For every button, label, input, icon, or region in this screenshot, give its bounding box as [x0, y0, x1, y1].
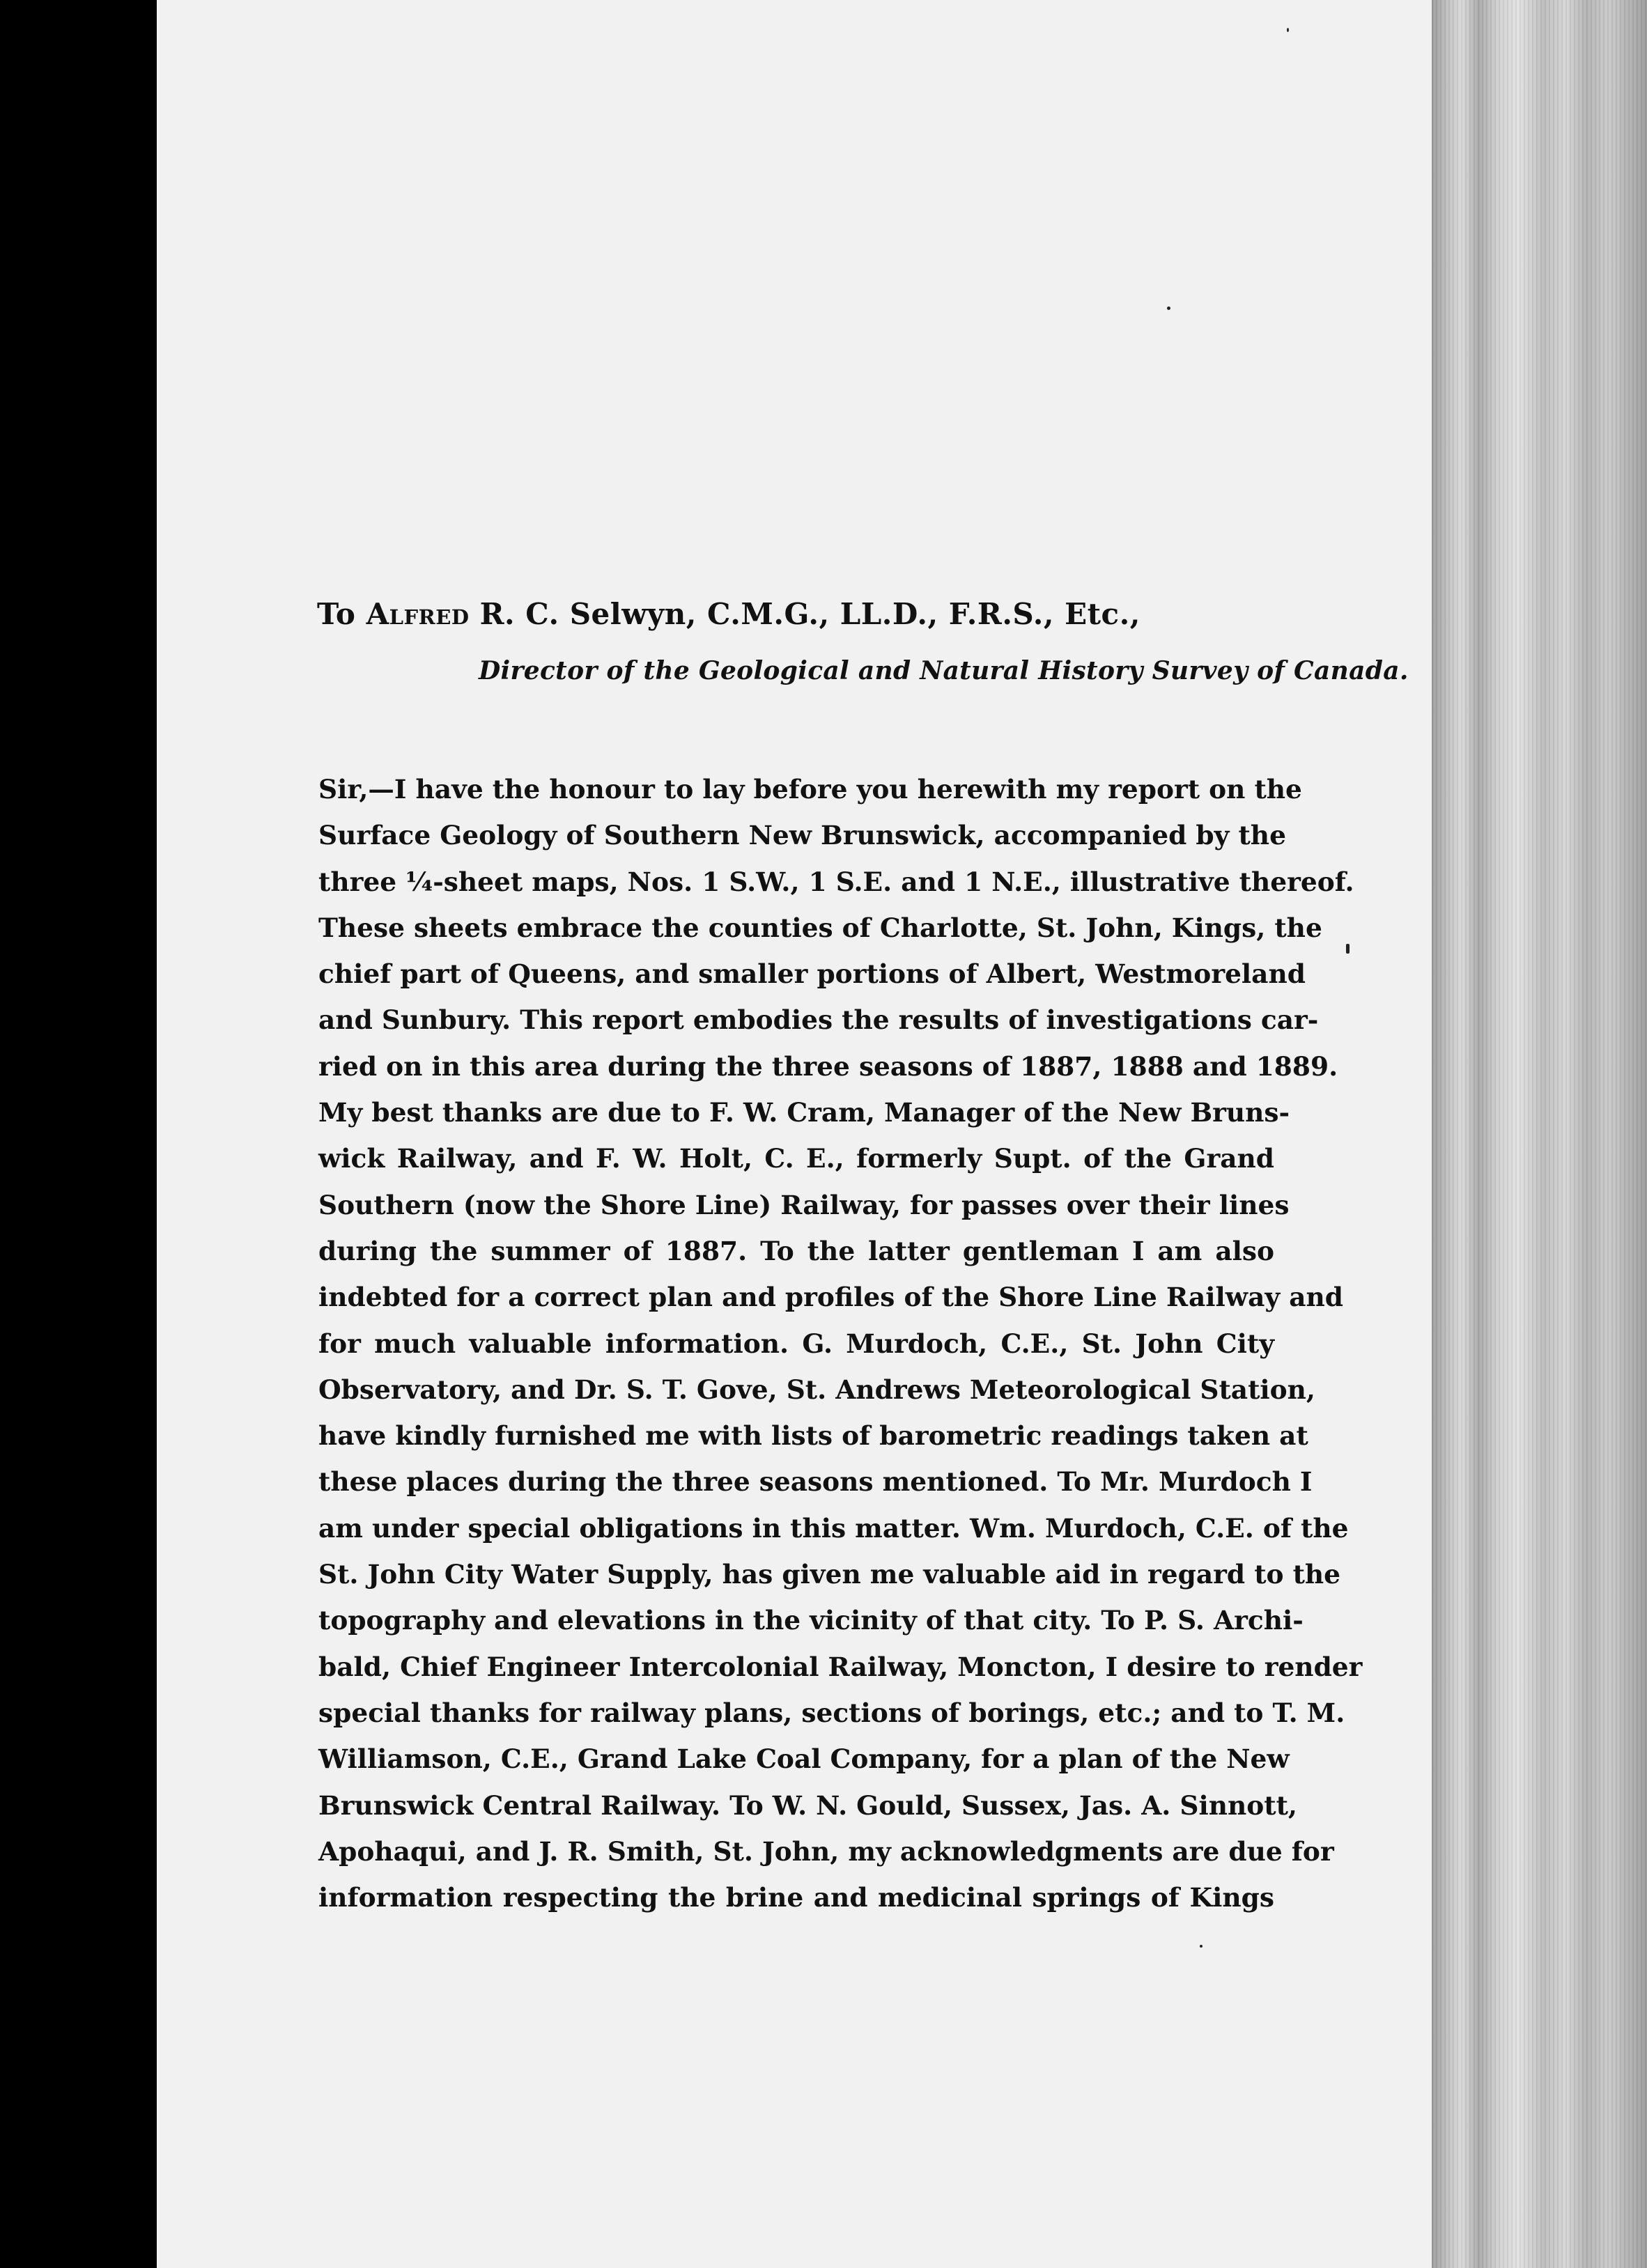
text-line: have kindly furnished me with lists of barometric readings taken at [318, 1420, 1308, 1452]
text-line: these places during the three seasons mentioned. To Mr. Murdoch I [318, 1466, 1313, 1498]
ink-speck [1200, 1945, 1203, 1948]
salutation-name-rest: R. C. Selwyn, C.M.G., LL.D., F.R.S., Etc., [479, 597, 1140, 631]
text-line: indebted for a correct plan and profiles of the Shore Line Railway and [318, 1282, 1343, 1313]
text-line: Southern (now the Shore Line) Railway, for passes over their lines [318, 1189, 1290, 1220]
text-line: St. John City Water Supply, has given me valuable aid in regard to the [318, 1559, 1341, 1590]
text-line: Apohaqui, and J. R. Smith, St. John, my acknowledgments are due for [318, 1835, 1334, 1867]
salutation-heading [317, 597, 1292, 631]
text-line: during the summer of 1887. To the latter gentleman I am also [318, 1235, 1274, 1266]
text-line: chief part of Queens, and smaller portions of Albert, Westmoreland [318, 958, 1306, 990]
text-line: information respecting the brine and medicinal springs of Kings [318, 1882, 1274, 1913]
salutation-prefix: To [317, 597, 356, 631]
text-line: three ¼-sheet maps, Nos. 1 S.W., 1 S.E. and 1 N.E., illustrative thereof. [318, 866, 1354, 897]
text-line: topography and elevations in the vicinity of that city. To P. S. Archi- [318, 1605, 1304, 1636]
text-line: Brunswick Central Railway. To W. N. Gould, Sussex, Jas. A. Sinnott, [318, 1789, 1297, 1821]
text-line: Sir,—I have the honour to lay before you herewith my report on the [318, 774, 1302, 805]
text-line: My best thanks are due to F. W. Cram, Manager of the New Bruns- [318, 1097, 1290, 1128]
text-line: bald, Chief Engineer Intercolonial Railway, Moncton, I desire to render [318, 1651, 1363, 1682]
paragraph-1 [318, 766, 1354, 1089]
ink-speck [1346, 944, 1350, 954]
text-line: wick Railway, and F. W. Holt, C. E., formerly Supt. of the Grand [318, 1143, 1274, 1174]
text-line: ried on in this area during the three seasons of 1887, 1888 and 1889. [318, 1050, 1338, 1082]
page-stack-edge [1432, 0, 1647, 2268]
text-line: Surface Geology of Southern New Brunswick, accompanied by the [318, 820, 1286, 851]
paragraph-2 [318, 1089, 1363, 1920]
text-line: am under special obligations in this matter. Wm. Murdoch, C.E. of the [318, 1512, 1349, 1544]
text-line: special thanks for railway plans, sections of borings, etc.; and to T. M. [318, 1697, 1345, 1728]
text-line: and Sunbury. This report embodies the results of investigations car- [318, 1004, 1319, 1036]
ink-speck [1287, 28, 1289, 32]
book-page [157, 0, 1435, 2268]
text-line: Observatory, and Dr. S. T. Gove, St. Andrews Meteorological Station, [318, 1374, 1315, 1405]
letter-body [318, 766, 1363, 1920]
text-line: Williamson, C.E., Grand Lake Coal Company, for a plan of the New [318, 1743, 1290, 1775]
salutation-first-name: Alfred [366, 597, 470, 631]
text-line: These sheets embrace the counties of Charlotte, St. John, Kings, the [318, 912, 1322, 943]
ink-speck [1167, 306, 1170, 310]
director-title-line: Director of the Geological and Natural History Survey of Canada. [479, 656, 1409, 685]
text-line: for much valuable information. G. Murdoch, C.E., St. John City [318, 1328, 1274, 1359]
